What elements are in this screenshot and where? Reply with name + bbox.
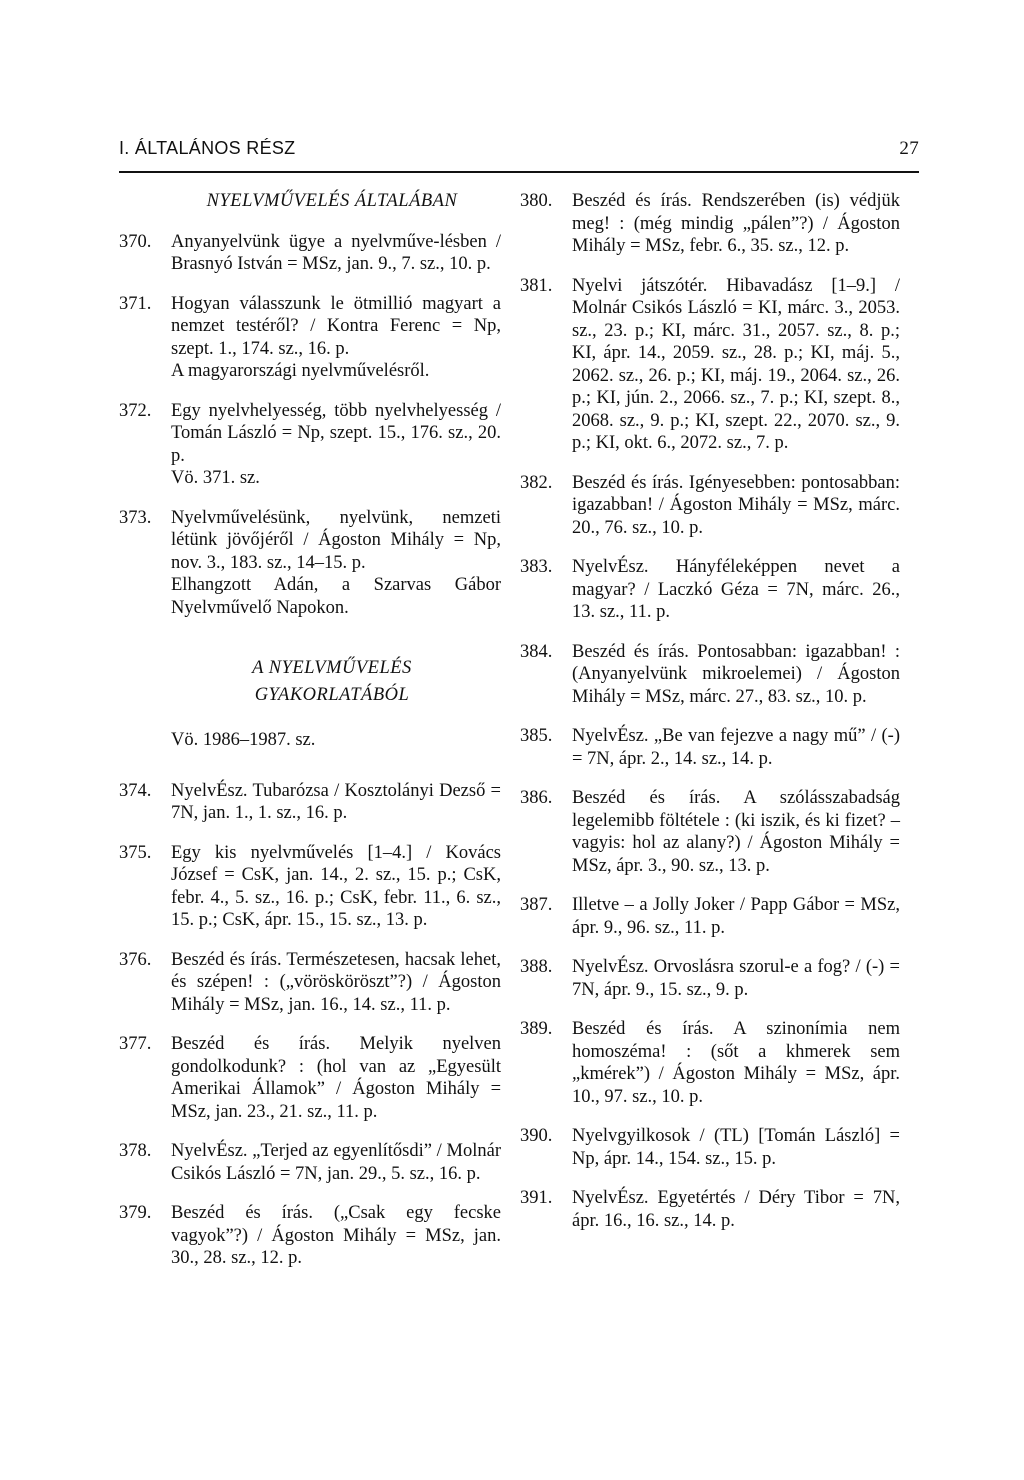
entry-line: NyelvÉsz. „Terjed az egyenlítősdi” / Molnár Csikós László = 7N, jan. 29., 5. sz., 16. p. <box>171 1141 501 1184</box>
bibliography-entry <box>520 956 900 1001</box>
entry-list-practice <box>119 780 501 1270</box>
entry-number: 372. <box>119 400 152 421</box>
bibliography-entry <box>119 400 501 490</box>
section-heading-practice-line1: A NYELVMŰVELÉS <box>252 658 412 678</box>
entry-line: Beszéd és írás. („Csak egy fecske vagyok”?) / Ágoston Mihály = MSz, jan. 30., 28. sz., 12. p. <box>171 1203 501 1268</box>
entry-line: Egy nyelvhelyesség, több nyelvhelyesség / Tomán László = Np, szept. 15., 176. sz., 20. p. <box>171 400 501 466</box>
entry-number: 391. <box>520 1188 553 1208</box>
entry-line: Hogyan válasszunk le ötmillió magyart a nemzet testéről? / Kontra Ferenc = Np, szept. 1., 174. sz., 16. p. <box>171 293 501 359</box>
entry-number: 377. <box>119 1034 152 1054</box>
bibliography-entry <box>520 190 900 258</box>
entry-number: 375. <box>119 842 152 863</box>
entry-line: Illetve – a Jolly Joker / Papp Gábor = MSz, ápr. 9., 96. sz., 11. p. <box>572 895 900 938</box>
left-column <box>119 190 501 1287</box>
bibliography-entry <box>520 472 900 540</box>
entry-number: 378. <box>119 1141 152 1161</box>
entry-number: 371. <box>119 293 152 314</box>
entry-text <box>171 400 501 490</box>
entry-number: 382. <box>520 472 553 493</box>
bibliography-entry <box>520 725 900 770</box>
entry-text <box>572 556 900 624</box>
entry-line: Beszéd és írás. Természetesen, hacsak lehet, és szépen! : („vörösköröszt”?) / Ágoston Mihály = MSz, jan. 16., 14. sz., 11. p. <box>171 949 501 1015</box>
entry-line: NyelvÉsz. Orvoslásra szorul-e a fog? / (-) = 7N, ápr. 9., 15. sz., 9. p. <box>572 957 900 1000</box>
entry-line: NyelvÉsz. Tubarózsa / Kosztolányi Dezső = 7N, jan. 1., 1. sz., 16. p. <box>171 780 501 823</box>
entry-text <box>572 1187 900 1232</box>
entry-line: Beszéd és írás. Rendszerében (is) védjük meg! : (még mindig „pálen”?) / Ágoston Mihály = MSz, febr. 6., 35. sz., 12. p. <box>572 191 900 256</box>
entry-text <box>171 507 501 620</box>
entry-number: 374. <box>119 780 152 801</box>
bibliography-entry <box>520 1125 900 1170</box>
bibliography-entry <box>119 507 501 620</box>
entry-number: 385. <box>520 726 553 746</box>
bibliography-entry <box>119 842 501 932</box>
entry-number: 381. <box>520 275 553 296</box>
section-heading-practice <box>119 655 501 709</box>
entry-text <box>572 725 900 770</box>
entry-line: Nyelvművelésünk, nyelvünk, nemzeti létünk jövőjéről / Ágoston Mihály = Np, nov. 3., 183. sz., 14–15. p. <box>171 507 501 573</box>
bibliography-entry <box>119 231 501 276</box>
entry-text <box>572 1125 900 1170</box>
running-header <box>119 138 919 168</box>
entry-list-general <box>119 231 501 620</box>
section-title: I. ÁLTALÁNOS RÉSZ <box>119 138 296 158</box>
entry-text <box>171 780 501 825</box>
entry-line: Beszéd és írás. Pontosabban: igazabban! : (Anyanyelvünk mikroelemei) / Ágoston Mihály = MSz, márc. 27., 83. sz., 10. p. <box>572 641 900 707</box>
entry-line: Elhangzott Adán, a Szarvas Gábor Nyelvművelő Napokon. <box>171 575 501 618</box>
entry-line: Beszéd és írás. A szólásszabadság legelemibb föltétele : (ki iszik, és ki fizet? – vagyis: hol az alany?) / Ágoston Mihály = MSz, ápr. 3., 90. sz., 13. p. <box>572 788 900 876</box>
right-column <box>520 190 900 1249</box>
entry-number: 373. <box>119 507 152 528</box>
bibliography-entry <box>119 1033 501 1123</box>
bibliography-entry <box>520 787 900 877</box>
bibliography-entry <box>119 1202 501 1270</box>
entry-number: 379. <box>119 1203 152 1223</box>
entry-text <box>572 190 900 258</box>
entry-line: Vö. 371. sz. <box>171 468 260 488</box>
bibliography-entry <box>520 641 900 709</box>
entry-number: 387. <box>520 895 553 915</box>
entry-text <box>572 275 900 455</box>
section-heading-practice-line2: GYAKORLATÁBÓL <box>254 685 410 705</box>
entry-text <box>171 1140 501 1185</box>
entry-line: NyelvÉsz. Egyetértés / Déry Tibor = 7N, ápr. 16., 16. sz., 14. p. <box>572 1188 900 1231</box>
see-also-note: Vö. 1986–1987. sz. <box>171 730 316 750</box>
header-rule <box>119 171 919 173</box>
page-number: 27 <box>899 138 919 159</box>
section-heading-general: NYELVMŰVELÉS ÁLTALÁBAN <box>206 191 458 211</box>
entry-line: Beszéd és írás. Melyik nyelven gondolkodunk? : (hol van az „Egyesült Amerikai Államok” / Ágoston Mihály = MSz, jan. 23., 21. sz., 11. p. <box>171 1034 501 1122</box>
entry-line: Anyanyelvünk ügye a nyelvműve-lésben / Brasnyó István = MSz, jan. 9., 7. sz., 10. p. <box>171 231 501 274</box>
entry-number: 384. <box>520 641 553 662</box>
bibliography-entry <box>119 949 501 1017</box>
entry-list-continued <box>520 190 900 1232</box>
bibliography-entry <box>119 293 501 383</box>
entry-number: 386. <box>520 788 553 808</box>
bibliography-entry <box>520 556 900 624</box>
entry-line: NyelvÉsz. „Be van fejezve a nagy mű” / (-) = 7N, ápr. 2., 14. sz., 14. p. <box>572 726 900 769</box>
bibliography-entry <box>520 894 900 939</box>
entry-text <box>572 641 900 709</box>
entry-text <box>572 787 900 877</box>
entry-number: 389. <box>520 1019 553 1039</box>
entry-text <box>171 1202 501 1270</box>
entry-text <box>171 842 501 932</box>
entry-line: Egy kis nyelvművelés [1–4.] / Kovács József = CsK, jan. 14., 2. sz., 15. p.; CsK, febr. 4., 5. sz., 16. p.; CsK, febr. 11., 6. sz., 15. p.; CsK, ápr. 15., 15. sz., 13. p. <box>171 842 501 930</box>
entry-line: Beszéd és írás. Igényesebben: pontosabban: igazabban! / Ágoston Mihály = MSz, márc. 20., 76. sz., 10. p. <box>572 472 900 538</box>
entry-text <box>572 894 900 939</box>
entry-text <box>572 1018 900 1108</box>
entry-number: 388. <box>520 957 553 977</box>
entry-number: 383. <box>520 557 553 577</box>
entry-text <box>572 472 900 540</box>
bibliography-entry <box>520 275 900 455</box>
bibliography-entry <box>119 1140 501 1185</box>
entry-line: Nyelvgyilkosok / (TL) [Tomán László] = Np, ápr. 14., 154. sz., 15. p. <box>572 1126 900 1169</box>
entry-line: Nyelvi játszótér. Hibavadász [1–9.] / Molnár Csikós László = KI, márc. 3., 2053. sz., 23. p.; KI, márc. 31., 2057. sz., 8. p.; KI, ápr. 14., 2059. sz., 28. p.; KI, máj. 5., 2062. sz., 26. p.; KI, máj. 19., 2064. sz., 26. p.; KI, jún. 2., 2066. sz., 7. p.; KI, szept. 8., 2068. sz., 9. p.; KI, szept. 22., 2070. sz., 9. p.; KI, okt. 6., 2072. sz., 7. p. <box>572 275 900 453</box>
entry-number: 390. <box>520 1126 553 1146</box>
entry-text <box>171 231 501 276</box>
bibliography-entry <box>520 1187 900 1232</box>
entry-line: Beszéd és írás. A szinonímia nem homoszéma! : (sőt a khmerek sem „kmérek”) / Ágoston Mihály = MSz, ápr. 10., 97. sz., 10. p. <box>572 1019 900 1107</box>
entry-number: 370. <box>119 231 152 252</box>
bibliography-entry <box>520 1018 900 1108</box>
bibliography-entry <box>119 780 501 825</box>
entry-text <box>171 293 501 383</box>
entry-line: NyelvÉsz. Hányféleképpen nevet a magyar? / Laczkó Géza = 7N, márc. 26., 13. sz., 11. p. <box>572 557 900 622</box>
entry-text <box>171 949 501 1017</box>
entry-text <box>572 956 900 1001</box>
entry-line: A magyarországi nyelvművelésről. <box>171 361 430 381</box>
entry-text <box>171 1033 501 1123</box>
entry-number: 376. <box>119 949 152 970</box>
entry-number: 380. <box>520 191 553 211</box>
